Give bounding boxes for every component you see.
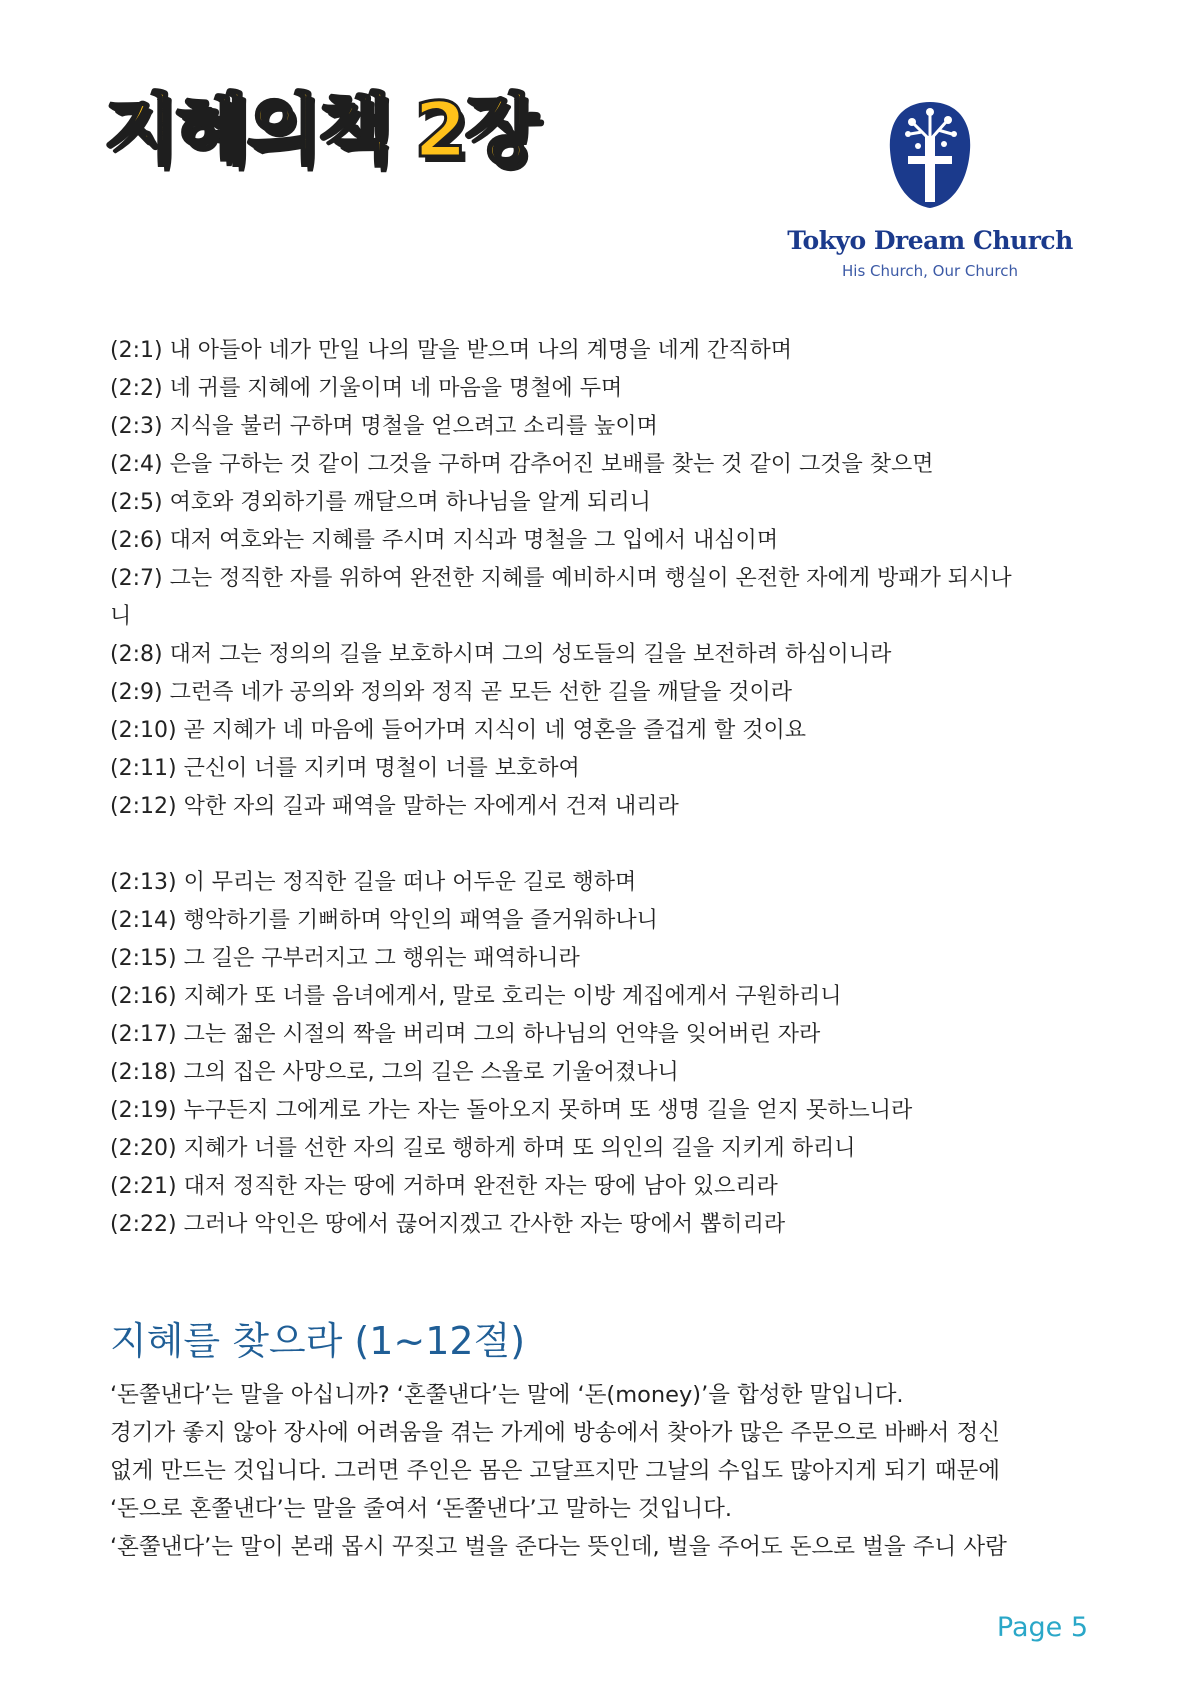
verse: (2:20) 지혜가 너를 선한 자의 길로 행하게 하며 또 의인의 길을 지키게 하리니	[110, 1136, 856, 1161]
body-line: 없게 만드는 것입니다. 그러면 주인은 몸은 고달프지만 그날의 수입도 많아지게 되기 때문에	[110, 1458, 1001, 1484]
page-title: 지혜의책 2장	[104, 85, 537, 174]
body-line: 경기가 좋지 않아 장사에 어려움을 겪는 가게에 방송에서 찾아가 많은 주문으로 바빠서 정신	[110, 1420, 1001, 1446]
church-tagline: His Church, Our Church	[842, 262, 1018, 280]
verse: (2:14) 행악하기를 기뻐하며 악인의 패역을 즐거워하나니	[110, 908, 658, 933]
body-line: ‘돈으로 혼쭐낸다’는 말을 줄여서 ‘돈쭐낸다’고 말하는 것입니다.	[110, 1496, 733, 1522]
verse: (2:18) 그의 집은 사망으로, 그의 길은 스올로 기울어졌나니	[110, 1060, 679, 1085]
verse: (2:17) 그는 젊은 시절의 짝을 버리며 그의 하나님의 언약을 잊어버린 자라	[110, 1022, 821, 1047]
church-name: Tokyo Dream Church	[787, 226, 1073, 255]
verse: (2:8) 대저 그는 정의의 길을 보호하시며 그의 성도들의 길을 보전하려 하심이니라	[110, 642, 892, 667]
verse-list	[110, 332, 1090, 1244]
verse: (2:21) 대저 정직한 자는 땅에 거하며 완전한 자는 땅에 남아 있으리라	[110, 1174, 778, 1199]
verse: (2:2) 네 귀를 지혜에 기울이며 네 마음을 명철에 두며	[110, 376, 623, 401]
verse: (2:11) 근신이 너를 지키며 명철이 너를 보호하여	[110, 756, 580, 781]
paragraph-gap	[110, 826, 1090, 864]
verse: (2:13) 이 무리는 정직한 길을 떠나 어두운 길로 행하며	[110, 870, 637, 895]
page-number: Page 5	[996, 1612, 1088, 1643]
verse: (2:19) 누구든지 그에게로 가는 자는 돌아오지 못하며 또 생명 길을 얻지 못하느니라	[110, 1098, 913, 1123]
body-line: ‘돈쭐낸다’는 말을 아십니까? ‘혼쭐낸다’는 말에 ‘돈(money)’을 합성한 말입니다.	[110, 1382, 904, 1408]
tree-cross-logo-icon	[888, 100, 972, 210]
verse: (2:4) 은을 구하는 것 같이 그것을 구하며 감추어진 보배를 찾는 것 같이 그것을 찾으면	[110, 452, 934, 477]
verse: (2:12) 악한 자의 길과 패역을 말하는 자에게서 건져 내리라	[110, 794, 679, 819]
verse: (2:22) 그러나 악인은 땅에서 끊어지겠고 간사한 자는 땅에서 뽑히리라	[110, 1212, 786, 1237]
section-heading: 지혜를 찾으라 (1~12절)	[110, 1319, 526, 1363]
verse: (2:16) 지혜가 또 너를 음녀에게서, 말로 호리는 이방 계집에게서 구원하리니	[110, 984, 842, 1009]
verse: (2:6) 대저 여호와는 지혜를 주시며 지식과 명철을 그 입에서 내심이며	[110, 528, 779, 553]
verse: (2:9) 그런즉 네가 공의와 정의와 정직 곧 모든 선한 길을 깨달을 것이라	[110, 680, 793, 705]
section-body	[110, 1376, 1110, 1566]
verse: (2:15) 그 길은 구부러지고 그 행위는 패역하니라	[110, 946, 580, 971]
verse-continuation: 니	[110, 604, 132, 629]
verse: (2:5) 여호와 경외하기를 깨달으며 하나님을 알게 되리니	[110, 490, 651, 515]
verse: (2:7) 그는 정직한 자를 위하여 완전한 지혜를 예비하시며 행실이 온전한 자에게 방패가 되시나	[110, 566, 1012, 591]
verse: (2:1) 내 아들아 네가 만일 나의 말을 받으며 나의 계명을 네게 간직하며	[110, 338, 793, 363]
verse: (2:3) 지식을 불러 구하며 명철을 얻으려고 소리를 높이며	[110, 414, 658, 439]
church-logo	[780, 100, 1080, 290]
verse: (2:10) 곧 지혜가 네 마음에 들어가며 지식이 네 영혼을 즐겁게 할 것이요	[110, 718, 807, 743]
body-line: ‘혼쭐낸다’는 말이 본래 몹시 꾸짖고 벌을 준다는 뜻인데, 벌을 주어도 돈으로 벌을 주니 사람	[110, 1534, 1007, 1560]
